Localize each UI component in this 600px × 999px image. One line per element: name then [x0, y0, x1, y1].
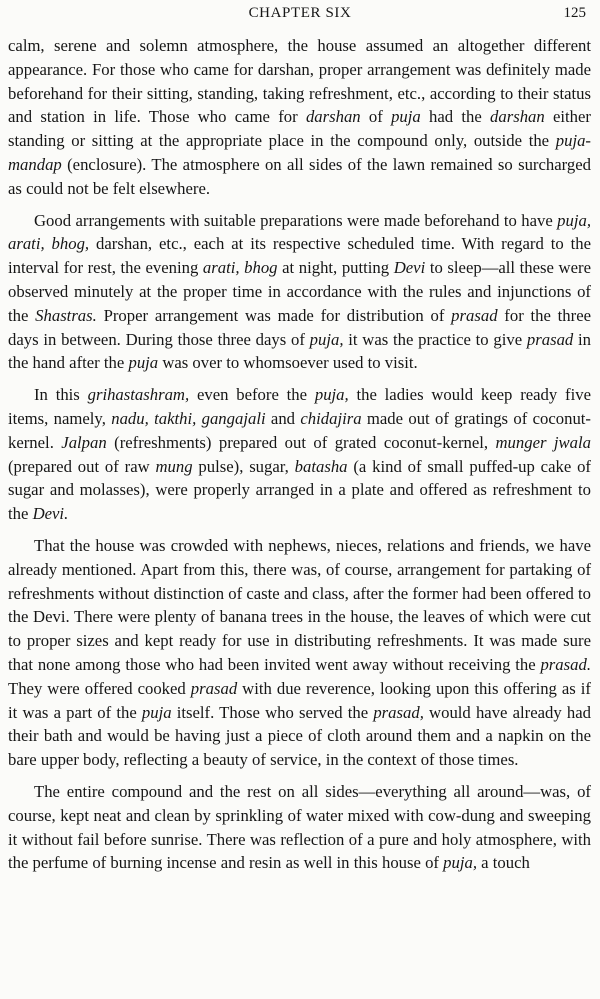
text-run: either standing or sitting at the appropriate place in the compound only, outside the	[8, 107, 591, 151]
text-run: darshan, etc., each at its respective scheduled time. With regard to the interval for rest, the evening	[8, 234, 591, 278]
paragraph	[8, 383, 591, 526]
text-run: with due reverence, looking upon this offering as if it was a part of the	[8, 678, 591, 722]
text-run: Good arrangements with suitable preparations were made beforehand to have	[34, 210, 558, 230]
text-run: The entire compound and the rest on all sides—everything all around—was, of course, kept neat and clean by sprinkling of water mixed with cow-dung and sweeping it without fail before sunrise. There was reflection of a pure and holy atmosphere, with the perfume of burning incense and resin as well in this house of	[8, 781, 591, 873]
text-run: it was the practice to give	[343, 329, 527, 349]
text-run: Proper arrangement was made for distribution of	[96, 305, 452, 325]
text-run: to sleep—all these were observed minutely at the proper time in accordance with the rules and injunctions of the	[8, 258, 591, 325]
text-run: pulse), sugar,	[192, 456, 295, 476]
paragraph	[8, 209, 591, 376]
italic-term: prasad	[190, 678, 238, 698]
text-run: They were offered cooked	[8, 678, 191, 698]
chapter-title: CHAPTER SIX	[248, 5, 352, 21]
italic-term: munger jwala	[495, 432, 591, 452]
italic-term: nadu, takthi, gangajali	[111, 408, 266, 428]
running-header	[0, 5, 600, 27]
text-run: at night, putting	[277, 258, 394, 278]
body-text	[8, 34, 591, 883]
italic-term: darshan	[490, 107, 545, 127]
text-run: calm, serene and solemn atmosphere, the house assumed an altogether different appearance. For those who came for darshan, proper arrangement was definitely made beforehand for their sitting, standing, taking refreshment, etc., according to their status and station in life. Those who came for	[8, 36, 591, 127]
text-run: and	[265, 408, 301, 428]
text-run: (enclosure). The atmosphere on all sides of the lawn remained so surcharged as could not be felt elsewhere.	[8, 154, 591, 198]
italic-term: puja, arati, bhog,	[8, 210, 591, 254]
italic-term: grihastashram,	[87, 385, 190, 405]
italic-term: batasha	[294, 456, 348, 476]
italic-term: chidajira	[300, 408, 362, 428]
italic-term: darshan	[305, 107, 361, 127]
text-run: the ladies would keep ready five items, namely,	[8, 385, 591, 428]
italic-term: puja-mandap	[8, 131, 591, 174]
italic-term: prasad	[526, 329, 574, 349]
text-run: a touch	[477, 853, 530, 873]
text-run: That the house was crowded with nephews, nieces, relations and friends, we have already mentioned. Apart from this, there was, of course, arrangement for partaking of refreshments without distinction of caste and class, after the former had been offered to the Devi. There were plenty of banana trees in the house, the leaves of which were cut to proper sizes and kept ready for use in distributing refreshments. It was made sure that none among those who had been invited went away without receiving the	[8, 535, 591, 674]
italic-term: Jalpan	[61, 432, 107, 452]
italic-term: puja,	[314, 385, 349, 405]
text-run: itself. Those who served the	[171, 702, 374, 722]
paragraph	[8, 534, 591, 772]
italic-term: puja	[128, 353, 159, 373]
text-run: (a kind of small puffed-up cake of sugar and molasses), were properly arranged in a plate and offered as refreshment to the	[8, 456, 591, 524]
text-run: had the	[420, 107, 491, 127]
italic-term: mung	[155, 456, 193, 476]
italic-term: Devi	[393, 258, 426, 278]
italic-term: Shastras.	[35, 305, 97, 325]
text-run: (prepared out of raw	[8, 456, 156, 476]
italic-term: prasad	[451, 305, 498, 325]
italic-term: prasad.	[540, 654, 591, 674]
paragraph	[8, 34, 591, 201]
page-number: 125	[563, 5, 586, 21]
italic-term: Devi.	[32, 504, 69, 524]
italic-term: prasad,	[373, 702, 424, 722]
text-run: (refreshments) prepared out of grated coconut-kernel,	[106, 432, 496, 452]
text-run: of	[360, 107, 392, 127]
paragraph	[8, 780, 591, 875]
text-run: was over to whomsoever used to visit.	[158, 353, 418, 373]
italic-term: puja,	[309, 329, 344, 349]
italic-term: puja,	[443, 853, 477, 873]
text-run: would have already had their bath and would be having just a piece of cloth around them and a napkin on the bare upper body, reflecting a beauty of service, in the context of those times.	[8, 702, 591, 770]
italic-term: puja	[141, 702, 172, 722]
italic-term: arati, bhog	[202, 258, 278, 278]
text-run: In this	[34, 385, 88, 405]
text-run: in the hand after the	[8, 329, 591, 373]
text-run: made out of gratings of coconut-kernel.	[8, 408, 591, 452]
text-run: even before the	[189, 385, 315, 405]
text-run: for the three days in between. During those three days of	[8, 305, 592, 349]
italic-term: puja	[391, 107, 421, 127]
